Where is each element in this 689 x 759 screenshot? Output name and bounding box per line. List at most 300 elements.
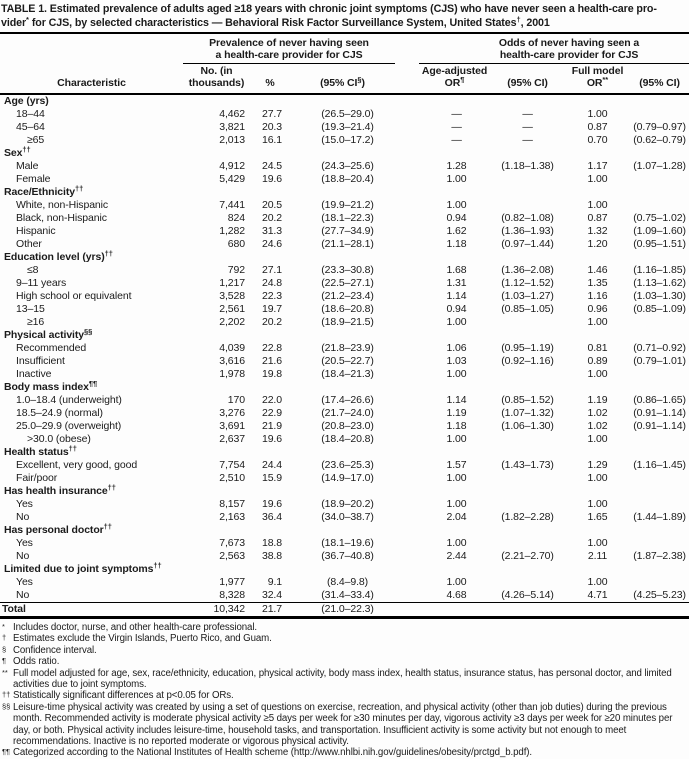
data-cell: 0.94: [446, 303, 467, 315]
spacer-cell: [395, 277, 419, 290]
row-label: 13–15: [16, 303, 45, 315]
row-label: No: [16, 550, 30, 562]
data-cell: 19.6: [261, 498, 282, 510]
section-header-row: [0, 381, 689, 394]
data-cell: 2,202: [219, 316, 245, 328]
row-label: Insufficient: [16, 355, 65, 367]
data-cell: (23.3–30.8): [321, 264, 374, 276]
data-cell: 1.31: [446, 277, 467, 289]
data-cell: 1.14: [446, 394, 467, 406]
data-cell: 3,528: [219, 290, 245, 302]
row-label: Female: [16, 173, 51, 185]
row-label: Excellent, very good, good: [16, 459, 138, 471]
data-cell: 0.89: [587, 355, 608, 367]
section-header-row: [0, 329, 689, 342]
data-cell: 0.70: [587, 134, 608, 146]
section-header-label: Race/Ethnicity††: [4, 184, 84, 198]
data-cell: 1,978: [219, 368, 245, 380]
data-cell: [630, 368, 689, 381]
data-cell: (1.07–1.32): [501, 407, 554, 419]
data-cell: [630, 108, 689, 121]
data-cell: 1.28: [446, 160, 467, 172]
data-cell: 3,616: [219, 355, 245, 367]
section-header-label: Age (yrs): [4, 95, 49, 107]
data-cell: 1.19: [587, 394, 608, 406]
row-label: ≥16: [27, 316, 45, 328]
data-cell: (8.4–9.8): [326, 576, 369, 588]
data-cell: 22.8: [261, 342, 282, 354]
data-cell: (18.6–20.8): [321, 303, 374, 315]
row-label: 25.0–29.9 (overweight): [16, 420, 122, 432]
footnote: ¶¶ Categorized according to the National Institutes of Health scheme (http://www.nhlbi.nih.gov/guidelines/obesity/prctgd_b.pdf).: [2, 747, 532, 759]
data-cell: (2.21–2.70): [501, 550, 554, 562]
data-cell: 1.00: [587, 199, 608, 211]
data-cell: (18.9–20.2): [321, 498, 374, 510]
data-cell: 1.02: [587, 407, 608, 419]
section-header-row: [0, 147, 689, 160]
data-cell: (1.03–1.30): [633, 290, 686, 302]
data-cell: 1.00: [446, 173, 467, 185]
data-cell: 31.3: [261, 225, 282, 237]
data-cell: (22.5–27.1): [321, 277, 374, 289]
data-cell: 1.00: [446, 537, 467, 549]
spacer-cell: [395, 121, 419, 134]
data-cell: (14.9–17.0): [321, 472, 374, 484]
data-cell: (1.07–1.28): [633, 160, 686, 172]
section-header-row: [0, 446, 689, 459]
table-row: [0, 173, 689, 186]
column-header-characteristic: Characteristic: [0, 64, 183, 95]
total-row-label: Total: [0, 603, 183, 618]
spacer-cell: [395, 511, 419, 524]
data-cell: 1.02: [587, 420, 608, 432]
data-cell: 32.4: [261, 589, 282, 601]
data-cell: 1.00: [587, 498, 608, 510]
data-cell: 1.00: [446, 199, 467, 211]
table-row: [0, 537, 689, 550]
row-label: Hispanic: [16, 225, 56, 237]
data-cell: 1.00: [446, 472, 467, 484]
data-cell: 1.00: [446, 316, 467, 328]
data-cell: 1.00: [587, 316, 608, 328]
data-cell: 4,462: [219, 108, 245, 120]
column-header-age-adjusted-or: Age-adjusted OR¶: [419, 64, 490, 95]
footnote: †† Statistically significant differences at p<0.05 for ORs.: [2, 690, 234, 702]
table-row: [0, 433, 689, 446]
data-cell: 0.87: [587, 212, 608, 224]
data-cell: 1.00: [587, 576, 608, 588]
spacer-cell: [395, 537, 419, 550]
data-cell: 18.8: [261, 537, 282, 549]
data-cell: 9.1: [267, 576, 282, 588]
data-cell: (4.26–5.14): [501, 589, 554, 601]
data-cell: 20.2: [261, 316, 282, 328]
data-cell: (34.0–38.7): [321, 511, 374, 523]
spacer-cell: [395, 576, 419, 589]
data-cell: 1.00: [587, 433, 608, 445]
footnote: † Estimates exclude the Virgin Islands, Puerto Rico, and Guam.: [2, 633, 272, 645]
data-cell: 680: [227, 238, 245, 250]
data-cell: 19.6: [261, 433, 282, 445]
data-cell: [630, 537, 689, 550]
data-cell: [490, 316, 565, 329]
row-label: 18.5–24.9 (normal): [16, 407, 103, 419]
data-cell: 21.9: [261, 420, 282, 432]
row-label: >30.0 (obese): [27, 433, 91, 445]
footnote: §§ Leisure-time physical activity was created by using a set of questions on exercise, recreation, and physical activity (other than job duties) during the previous month. Recommended activity is moderate physical activity ≥5 days per week for ≥30 minutes per day, vigorous activity ≥3 days per week for ≥20 minutes per day, or both. Physical activity includes leisure-time, household tasks, and transportation. Insufficient activity is some activity but not enough to meet recommendations. Inactive is no reported moderate or vigorous physical activity.: [2, 701, 673, 748]
data-cell: 3,691: [219, 420, 245, 432]
row-label: No: [16, 511, 30, 523]
data-cell: 1.03: [446, 355, 467, 367]
table-row: [0, 290, 689, 303]
data-cell: (0.71–0.92): [633, 342, 686, 354]
footnote-marker: **: [2, 667, 8, 677]
data-cell: 38.8: [261, 550, 282, 562]
group-header-row: [0, 33, 689, 64]
data-cell: 22.9: [261, 407, 282, 419]
row-label: ≤8: [27, 264, 39, 276]
data-cell: (18.4–21.3): [321, 368, 374, 380]
section-header-label: Has personal doctor††: [4, 522, 112, 536]
data-cell: (0.62–0.79): [633, 134, 686, 146]
table-row: [0, 472, 689, 485]
column-header-ci: (95% CI§): [290, 64, 395, 95]
data-cell: [630, 603, 689, 618]
row-label: 45–64: [16, 121, 45, 133]
data-cell: (0.91–1.14): [633, 407, 686, 419]
data-cell: (20.8–23.0): [321, 420, 374, 432]
data-cell: 792: [227, 264, 245, 276]
data-cell: 4,912: [219, 160, 245, 172]
data-cell: 1.00: [446, 498, 467, 510]
data-cell: (1.18–1.38): [501, 160, 554, 172]
data-cell: (0.95–1.19): [501, 342, 554, 354]
footnote-marker: §§: [2, 701, 11, 711]
data-cell: [630, 498, 689, 511]
spacer-cell: [395, 303, 419, 316]
spacer-cell: [395, 420, 419, 433]
spacer-cell: [395, 368, 419, 381]
data-cell: 4.68: [446, 589, 467, 601]
row-label: Recommended: [16, 342, 87, 354]
data-cell: 16.1: [261, 134, 282, 146]
section-header-label: Education level (yrs)††: [4, 249, 113, 263]
data-cell: 5,429: [219, 173, 245, 185]
data-cell: 1.65: [587, 511, 608, 523]
data-cell: (1.87–2.38): [633, 550, 686, 562]
spacer-cell: [395, 394, 419, 407]
data-cell: [630, 576, 689, 589]
data-cell: [490, 537, 565, 550]
table-row: [0, 394, 689, 407]
data-cell: 24.6: [261, 238, 282, 250]
section-header-label: Limited due to joint symptoms††: [4, 561, 162, 575]
table-head: [0, 33, 689, 94]
row-label: 9–11 years: [16, 277, 67, 289]
data-cell: 1.35: [587, 277, 608, 289]
data-cell: (31.4–33.4): [321, 589, 374, 601]
data-cell: 4,039: [219, 342, 245, 354]
data-cell: [630, 472, 689, 485]
data-cell: 1.68: [446, 264, 467, 276]
table-row: [0, 407, 689, 420]
spacer-cell: [395, 603, 419, 618]
section-header-label: Health status††: [4, 444, 77, 458]
data-cell: 3,276: [219, 407, 245, 419]
data-cell: 1.16: [587, 290, 608, 302]
data-cell: —: [451, 121, 462, 133]
data-cell: 19.8: [261, 368, 282, 380]
data-cell: (0.85–1.09): [633, 303, 686, 315]
data-cell: (1.06–1.30): [501, 420, 554, 432]
data-cell: 3,821: [219, 121, 245, 133]
data-cell: [490, 603, 565, 618]
column-header-ci-2: (95% CI): [490, 64, 565, 95]
data-cell: (18.9–21.5): [321, 316, 374, 328]
data-cell: 1.00: [587, 108, 608, 120]
column-header-number: No. (in thousands): [183, 64, 250, 95]
data-cell: 2,163: [219, 511, 245, 523]
data-cell: (1.16–1.45): [633, 459, 686, 471]
row-label: Other: [16, 238, 42, 250]
table-row: [0, 589, 689, 603]
data-cell: [630, 316, 689, 329]
data-cell: (0.97–1.44): [501, 238, 554, 250]
data-cell: 1.57: [446, 459, 467, 471]
data-cell: 7,754: [219, 459, 245, 471]
spacer-cell: [395, 589, 419, 603]
table-row: [0, 498, 689, 511]
row-label: 18–44: [16, 108, 45, 120]
data-cell: 1.00: [446, 433, 467, 445]
data-cell: (21.2–23.4): [321, 290, 374, 302]
data-cell: 7,673: [219, 537, 245, 549]
data-cell: (4.25–5.23): [633, 589, 686, 601]
spacer-cell: [395, 212, 419, 225]
data-cell: —: [451, 134, 462, 146]
data-cell: 1.00: [587, 472, 608, 484]
data-cell: [630, 199, 689, 212]
data-cell: 24.8: [261, 277, 282, 289]
data-cell: 1.00: [446, 576, 467, 588]
data-cell: 1,977: [219, 576, 245, 588]
data-cell: [490, 498, 565, 511]
table-row: [0, 212, 689, 225]
data-cell: 8,157: [219, 498, 245, 510]
data-cell: (0.75–1.02): [633, 212, 686, 224]
table-row: [0, 134, 689, 147]
data-cell: (0.85–1.52): [501, 394, 554, 406]
spacer-header-cell: [395, 64, 419, 95]
spacer-cell: [395, 472, 419, 485]
odds-group-header: [419, 33, 689, 64]
spacer-cell: [395, 225, 419, 238]
data-cell: (1.43–1.73): [501, 459, 554, 471]
data-cell: 24.5: [261, 160, 282, 172]
blank-header-cell: [0, 33, 183, 64]
data-cell: (1.82–2.28): [501, 511, 554, 523]
data-cell: (0.92–1.16): [501, 355, 554, 367]
spacer-cell: [395, 173, 419, 186]
data-cell: [490, 576, 565, 589]
data-cell: —: [451, 108, 462, 120]
data-cell: 24.4: [261, 459, 282, 471]
table-title-line-1: TABLE 1. Estimated prevalence of adults aged ≥18 years with chronic joint symptoms (CJS) who have never seen a health-care pro-: [1, 3, 657, 15]
data-cell: 0.96: [587, 303, 608, 315]
spacer-cell: [395, 459, 419, 472]
data-cell: (21.7–24.0): [321, 407, 374, 419]
spacer-cell: [395, 550, 419, 563]
data-cell: (27.7–34.9): [321, 225, 374, 237]
data-cell: (18.4–20.8): [321, 433, 374, 445]
data-cell: 1.62: [446, 225, 467, 237]
data-cell: 2,013: [219, 134, 245, 146]
data-cell: (15.0–17.2): [321, 134, 374, 146]
table-row: [0, 368, 689, 381]
data-cell: (23.6–25.3): [321, 459, 374, 471]
section-header-label: Physical activity§§: [4, 327, 93, 341]
footnote-marker: *: [2, 622, 5, 631]
data-cell: 1.00: [587, 368, 608, 380]
data-cell: 10,342: [183, 603, 250, 618]
data-cell: (0.85–1.05): [501, 303, 554, 315]
row-label: White, non-Hispanic: [16, 199, 109, 211]
data-cell: (18.1–22.3): [321, 212, 374, 224]
data-cell: 170: [227, 394, 245, 406]
table-row: [0, 108, 689, 121]
data-cell: 824: [227, 212, 245, 224]
data-cell: 20.2: [261, 212, 282, 224]
section-header-row: [0, 563, 689, 576]
data-cell: [490, 173, 565, 186]
spacer-cell: [395, 342, 419, 355]
data-cell: 2,637: [219, 433, 245, 445]
footnote: ¶ Odds ratio.: [2, 656, 60, 668]
spacer-cell: [395, 290, 419, 303]
data-cell: 1.18: [446, 238, 467, 250]
data-cell: —: [522, 134, 533, 146]
spacer-cell: [395, 108, 419, 121]
data-cell: 21.7: [250, 603, 290, 618]
data-cell: (20.5–22.7): [321, 355, 374, 367]
data-cell: 20.3: [261, 121, 282, 133]
data-cell: (21.0–22.3): [290, 603, 395, 618]
data-cell: (1.16–1.85): [633, 264, 686, 276]
spacer-cell: [395, 316, 419, 329]
data-cell: (17.4–26.6): [321, 394, 374, 406]
spacer-cell: [395, 407, 419, 420]
row-label: Yes: [16, 537, 33, 549]
data-cell: (0.95–1.51): [633, 238, 686, 250]
table-row: [0, 355, 689, 368]
spacer-cell: [395, 264, 419, 277]
data-cell: 4.71: [587, 589, 608, 601]
data-cell: (26.5–29.0): [321, 108, 374, 120]
data-cell: (0.79–1.01): [633, 355, 686, 367]
data-cell: [490, 472, 565, 485]
row-label: Male: [16, 160, 39, 172]
data-cell: [490, 433, 565, 446]
data-cell: 22.0: [261, 394, 282, 406]
row-label: Yes: [16, 498, 33, 510]
data-cell: [490, 368, 565, 381]
row-label: ≥65: [27, 134, 45, 146]
data-cell: (1.13–1.62): [633, 277, 686, 289]
row-label: Inactive: [16, 368, 52, 380]
data-cell: (0.86–1.65): [633, 394, 686, 406]
data-cell: 2,563: [219, 550, 245, 562]
prevalence-group-header: Prevalence of never having seen a health-care provider for CJS: [183, 33, 395, 64]
spacer-header-cell: [395, 33, 419, 64]
table-row: [0, 238, 689, 251]
column-header-row: [0, 64, 689, 95]
data-cell: 36.4: [261, 511, 282, 523]
odds-group-header-text: Odds of never having seen a health-care provider for CJS: [498, 37, 640, 61]
data-cell: —: [522, 108, 533, 120]
footnotes: [0, 622, 689, 759]
table-row: [0, 277, 689, 290]
section-header-row: [0, 94, 689, 108]
table-row: [0, 316, 689, 329]
data-cell: —: [522, 121, 533, 133]
data-cell: [490, 199, 565, 212]
data-cell: 1.17: [587, 160, 608, 172]
data-cell: 22.3: [261, 290, 282, 302]
data-cell: 2,561: [219, 303, 245, 315]
data-cell: (1.36–2.08): [501, 264, 554, 276]
footnote: ** Full model adjusted for age, sex, race/ethnicity, education, physical activity, body mass index, health status, insurance status, has personal doctor, and limited activities due to joint symptoms.: [2, 667, 672, 691]
section-header-label: Sex††: [4, 145, 31, 159]
column-header-ci-3: (95% CI): [630, 64, 689, 95]
table-row: [0, 160, 689, 173]
data-cell: (36.7–40.8): [321, 550, 374, 562]
data-cell: (1.12–1.52): [501, 277, 554, 289]
section-header-row: [0, 186, 689, 199]
data-cell: (1.09–1.60): [633, 225, 686, 237]
spacer-cell: [395, 134, 419, 147]
footnote: § Confidence interval.: [2, 644, 97, 656]
table-row: [0, 199, 689, 212]
data-cell: (1.03–1.27): [501, 290, 554, 302]
data-cell: 27.1: [261, 264, 282, 276]
footnote-marker: †: [2, 633, 7, 643]
spacer-cell: [395, 199, 419, 212]
table-row: [0, 576, 689, 589]
table-row: [0, 121, 689, 134]
data-cell: 0.81: [587, 342, 608, 354]
table-row: [0, 342, 689, 355]
table-title-line-2: vider* for CJS, by selected characteristics — Behavioral Risk Factor Surveillance System, United States†, 2001: [1, 14, 550, 29]
data-cell: 0.87: [587, 121, 608, 133]
data-cell: [419, 603, 490, 618]
data-cell: (1.36–1.93): [501, 225, 554, 237]
data-cell: 21.6: [261, 355, 282, 367]
data-cell: 19.7: [261, 303, 282, 315]
section-header-row: [0, 524, 689, 537]
data-cell: 7,441: [219, 199, 245, 211]
data-cell: 1.19: [446, 407, 467, 419]
table-body: [0, 94, 689, 618]
row-label: Fair/poor: [16, 472, 58, 484]
table-row: [0, 550, 689, 563]
data-cell: [565, 603, 630, 618]
data-cell: 1.00: [587, 537, 608, 549]
row-label: Black, non-Hispanic: [16, 212, 107, 224]
table-title: [0, 0, 689, 30]
data-cell: [630, 173, 689, 186]
data-cell: (19.9–21.2): [321, 199, 374, 211]
column-header-full-model-or: Full model OR**: [565, 64, 630, 95]
